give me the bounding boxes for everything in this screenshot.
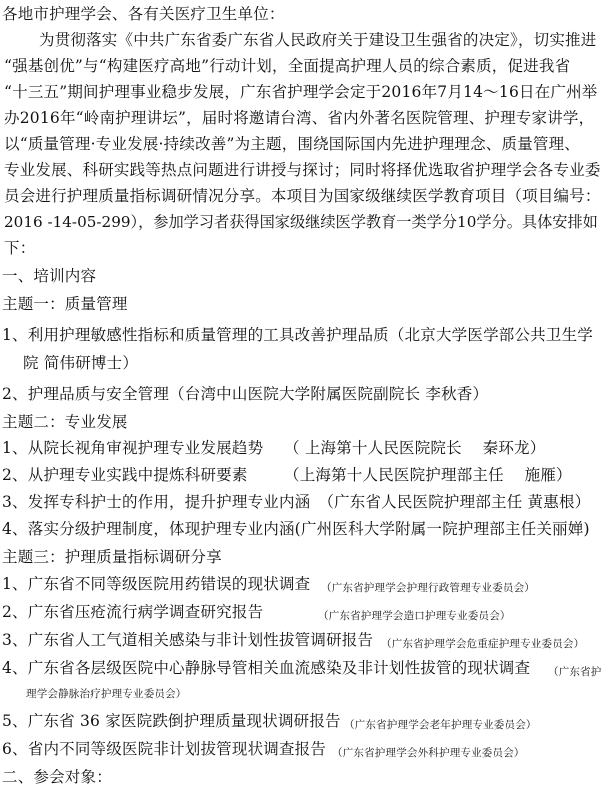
theme1-item1-line1: 1、利用护理敏感性指标和质量管理的工具改善护理品质（北京大学医学部公共卫生学 bbox=[2, 326, 593, 344]
intro-line-1: 为贯彻落实《中共广东省委广东省人民政府关于建设卫生强省的决定》，切实推进 bbox=[39, 31, 597, 49]
theme3-item6-text: 6、省内不同等级医院非计划拔管现状调查报告 bbox=[2, 740, 327, 758]
intro-line-2: “强基创优”与“构建医疗高地”行动计划，全面提高护理人员的综合素质，促进我省 bbox=[4, 57, 571, 75]
theme3-item3-org: （广东省护理学会危重症护理专业委员会） bbox=[381, 638, 585, 650]
theme2-item3: 3、发挥专科护士的作用，提升护理专业内涵 （广东省人民医院护理部主任 黄惠根） bbox=[2, 493, 591, 511]
theme3-title: 主题三：护理质量指标调研分享 bbox=[2, 548, 222, 566]
theme2-item2-speaker: （上海第十人民医院护理部主任 施雁） bbox=[284, 466, 572, 484]
theme3-item5-org: （广东省护理学会老年护理专业委员会） bbox=[344, 719, 537, 731]
theme2-item1-speaker: （ 上海第十人民医院院长 秦环龙） bbox=[284, 439, 546, 457]
theme3-item6-org: （广东省护理学会外科护理专业委员会） bbox=[332, 747, 525, 759]
theme1-item2: 2、护理品质与安全管理（台湾中山医院大学附属医院副院长 李秋香） bbox=[2, 385, 489, 403]
intro-line-6: 专业发展、科研实践等热点问题进行讲授与探讨；同时将择优选取省护理学会各专业委 bbox=[4, 161, 601, 179]
theme3-item1-text: 1、广东省不同等级医院用药错误的现状调查 bbox=[2, 575, 311, 593]
theme1-item1-line2: 院 简伟研博士） bbox=[23, 354, 139, 372]
theme3-item5-text: 5、广东省 36 家医院跌倒护理质量现状调研报告 bbox=[2, 712, 341, 730]
theme3-item1-org: （广东省护理学会护理行政管理专业委员会） bbox=[321, 582, 535, 594]
intro-line-7: 员会进行护理质量指标调研情况分享。本项目为国家级继续医学教育项目（项目编号： bbox=[4, 187, 601, 205]
intro-line-5: 以“质量管理·专业发展·持续改善”为主题，围绕国际国内先进护理理念、质量管理、 bbox=[4, 135, 581, 153]
theme3-item4-org-line2: 理学会静脉治疗护理专业委员会） bbox=[26, 688, 187, 700]
salutation: 各地市护理学会、各有关医疗卫生单位： bbox=[2, 5, 285, 23]
theme3-item4-org-line1: （广东省护 bbox=[548, 666, 602, 678]
theme3-item4-text: 4、广东省各层级医院中心静脉导管相关血流感染及非计划性拔管的现状调查 bbox=[2, 659, 531, 677]
theme3-item2-text: 2、广东省压疮流行病学调查研究报告 bbox=[2, 603, 264, 621]
intro-line-4: 办2016年“岭南护理讲坛”，届时将邀请台湾、省内外著名医院管理、护理专家讲学， bbox=[4, 109, 595, 127]
theme1-title: 主题一：质量管理 bbox=[2, 295, 128, 313]
section-heading-attendees: 二、参会对象： bbox=[2, 768, 112, 786]
theme3-item3-text: 3、广东省人工气道相关感染与非计划性拔管调研报告 bbox=[2, 631, 374, 649]
theme2-item4: 4、落实分级护理制度，体现护理专业内涵(广州医科大学附属一院护理部主任关丽婵) bbox=[2, 520, 590, 538]
intro-line-3: “十三五”期间护理事业稳步发展，广东省护理学会定于2016年7月14～16日在广州举 bbox=[4, 83, 598, 101]
theme3-item2-org: （广东省护理学会造口护理专业委员会） bbox=[318, 610, 511, 622]
theme2-item1-text: 1、从院长视角审视护理专业发展趋势 bbox=[2, 439, 264, 457]
section-heading-training: 一、培训内容 bbox=[2, 267, 97, 285]
theme2-item2-text: 2、从护理专业实践中提炼科研要素 bbox=[2, 466, 248, 484]
intro-line-8: 2016 -14-05-299），参加学习者获得国家级继续医学教育一类学分10学分。具体安排如 bbox=[4, 213, 598, 231]
intro-line-9: 下： bbox=[4, 239, 36, 257]
theme2-title: 主题二：专业发展 bbox=[2, 413, 128, 431]
